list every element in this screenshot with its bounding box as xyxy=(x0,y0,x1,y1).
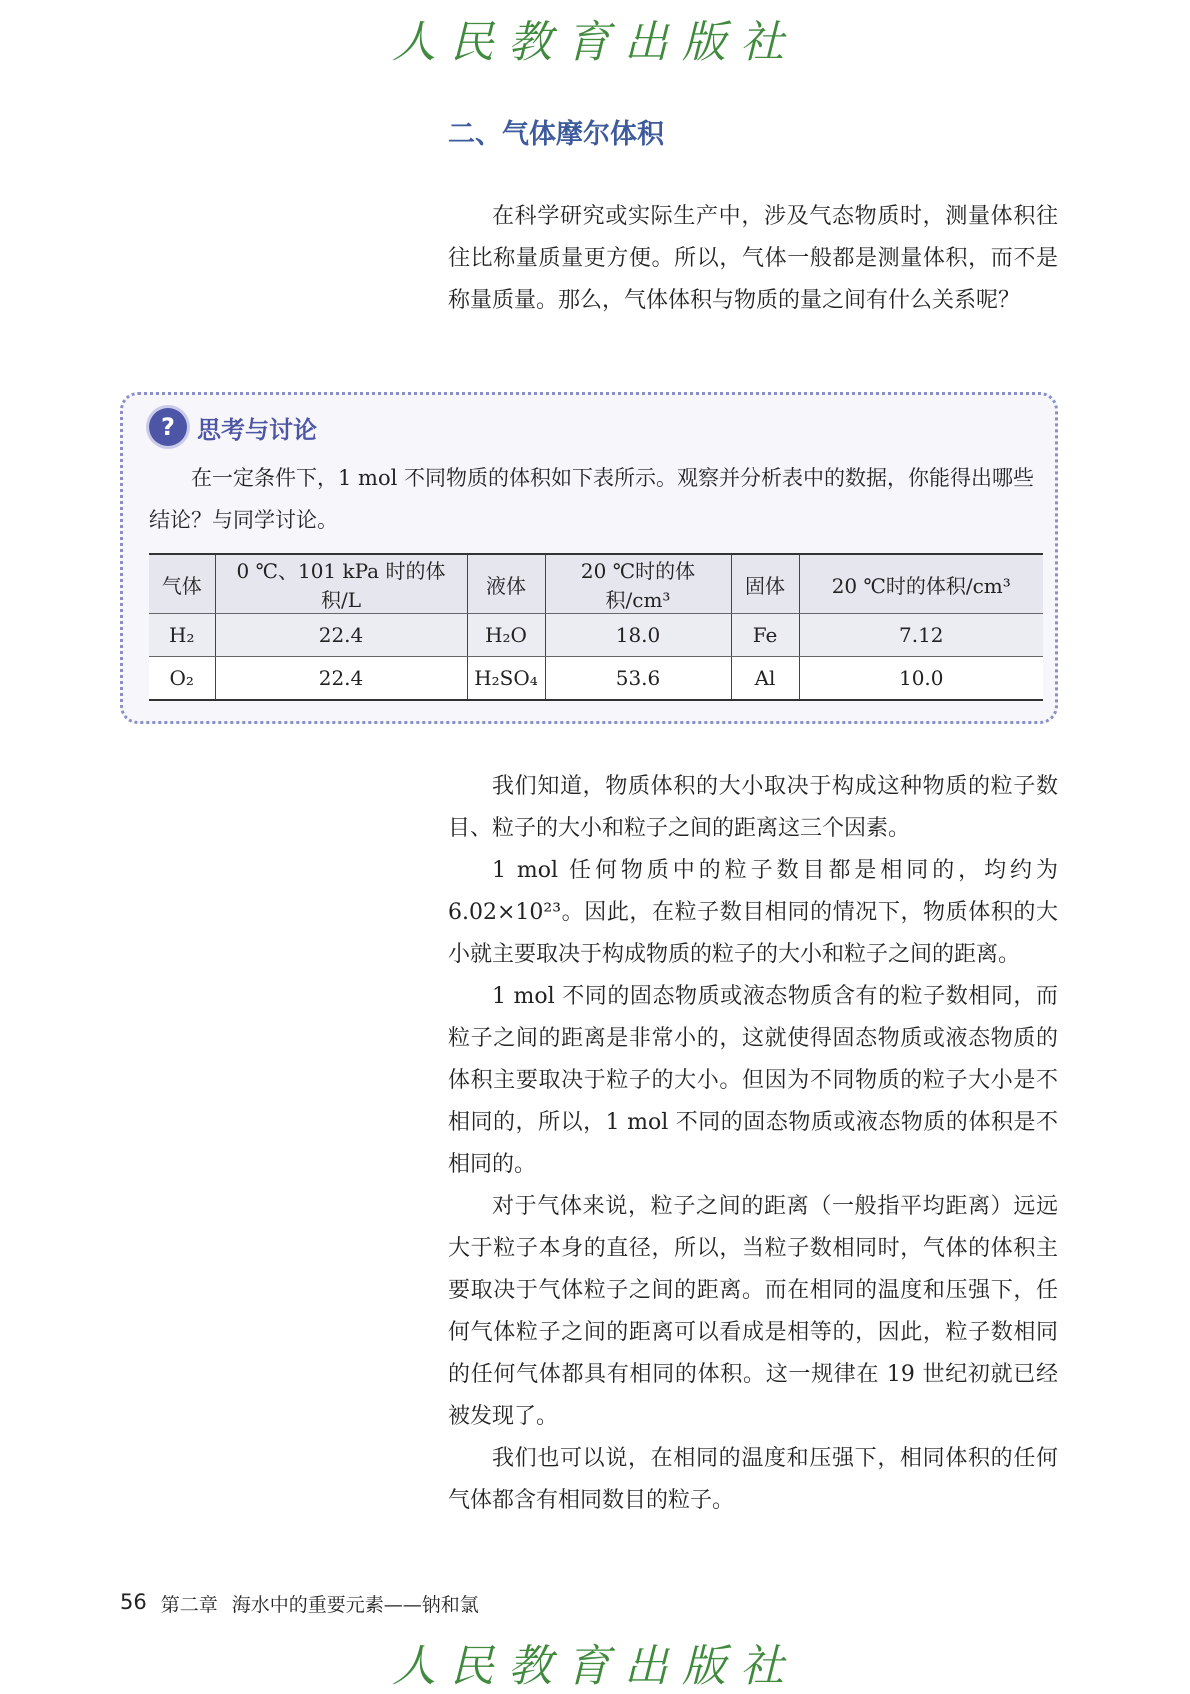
table-header-cell: 0 ℃、101 kPa 时的体积/L xyxy=(215,554,467,614)
intro-text xyxy=(448,196,1058,322)
table-cell: 22.4 xyxy=(215,657,467,701)
publisher-watermark-top: 人民教育出版社 xyxy=(392,17,798,68)
table-header-row xyxy=(149,554,1043,614)
table-cell: O₂ xyxy=(149,657,215,701)
chapter-title: 海水中的重要元素——钠和氯 xyxy=(231,1594,479,1616)
publisher-watermark-bottom: 人民教育出版社 xyxy=(392,1641,798,1692)
page-footer xyxy=(120,1590,479,1617)
table-cell: 7.12 xyxy=(799,614,1043,657)
body-paragraph: 我们知道，物质体积的大小取决于构成这种物质的粒子数目、粒子的大小和粒子之间的距离这三个因素。 xyxy=(448,774,1058,841)
discussion-title: 思考与讨论 xyxy=(197,415,317,444)
table-cell: H₂O xyxy=(467,614,545,657)
table-cell: Al xyxy=(731,657,799,701)
table-cell: 18.0 xyxy=(545,614,731,657)
table-header-cell: 液体 xyxy=(467,554,545,614)
table-cell: 22.4 xyxy=(215,614,467,657)
volume-table xyxy=(149,553,1043,701)
body-paragraph: 我们也可以说，在相同的温度和压强下，相同体积的任何气体都含有相同数目的粒子。 xyxy=(448,1446,1058,1513)
table-header-cell: 20 ℃时的体积/cm³ xyxy=(545,554,731,614)
discussion-header xyxy=(149,407,317,447)
table-cell: H₂ xyxy=(149,614,215,657)
discussion-paragraph: 在一定条件下，1 mol 不同物质的体积如下表所示。观察并分析表中的数据，你能得出哪些结论？与同学讨论。 xyxy=(149,466,1034,532)
discussion-text xyxy=(149,457,1035,541)
discussion-box xyxy=(120,392,1058,724)
table-row xyxy=(149,614,1043,657)
table-cell: 10.0 xyxy=(799,657,1043,701)
body-paragraph: 1 mol 任何物质中的粒子数目都是相同的，均约为 6.02×10²³。因此，在粒子数目相同的情况下，物质体积的大小就主要取决于构成物质的粒子的大小和粒子之间的距离。 xyxy=(448,858,1058,967)
page-number: 56 xyxy=(120,1590,147,1614)
section-title: 二、气体摩尔体积 xyxy=(448,119,664,150)
body-text xyxy=(448,766,1058,1522)
table-row xyxy=(149,657,1043,701)
table-header-cell: 20 ℃时的体积/cm³ xyxy=(799,554,1043,614)
table-header-cell: 气体 xyxy=(149,554,215,614)
chapter-number: 第二章 xyxy=(160,1594,218,1616)
table-cell: H₂SO₄ xyxy=(467,657,545,701)
table-cell: Fe xyxy=(731,614,799,657)
question-icon: ? xyxy=(149,408,187,446)
table-header-cell: 固体 xyxy=(731,554,799,614)
body-paragraph: 对于气体来说，粒子之间的距离（一般指平均距离）远远大于粒子本身的直径，所以，当粒子数相同时，气体的体积主要取决于气体粒子之间的距离。而在相同的温度和压强下，任何气体粒子之间的距离可以看成是相等的，因此，粒子数相同的任何气体都具有相同的体积。这一规律在 19 世纪初就已经被发现了。 xyxy=(448,1194,1058,1429)
intro-paragraph: 在科学研究或实际生产中，涉及气态物质时，测量体积往往比称量质量更方便。所以，气体一般都是测量体积，而不是称量质量。那么，气体体积与物质的量之间有什么关系呢？ xyxy=(448,204,1058,313)
body-paragraph: 1 mol 不同的固态物质或液态物质含有的粒子数相同，而粒子之间的距离是非常小的，这就使得固态物质或液态物质的体积主要取决于粒子的大小。但因为不同物质的粒子大小是不相同的，所以，1 mol 不同的固态物质或液态物质的体积是不相同的。 xyxy=(448,984,1058,1177)
table-cell: 53.6 xyxy=(545,657,731,701)
